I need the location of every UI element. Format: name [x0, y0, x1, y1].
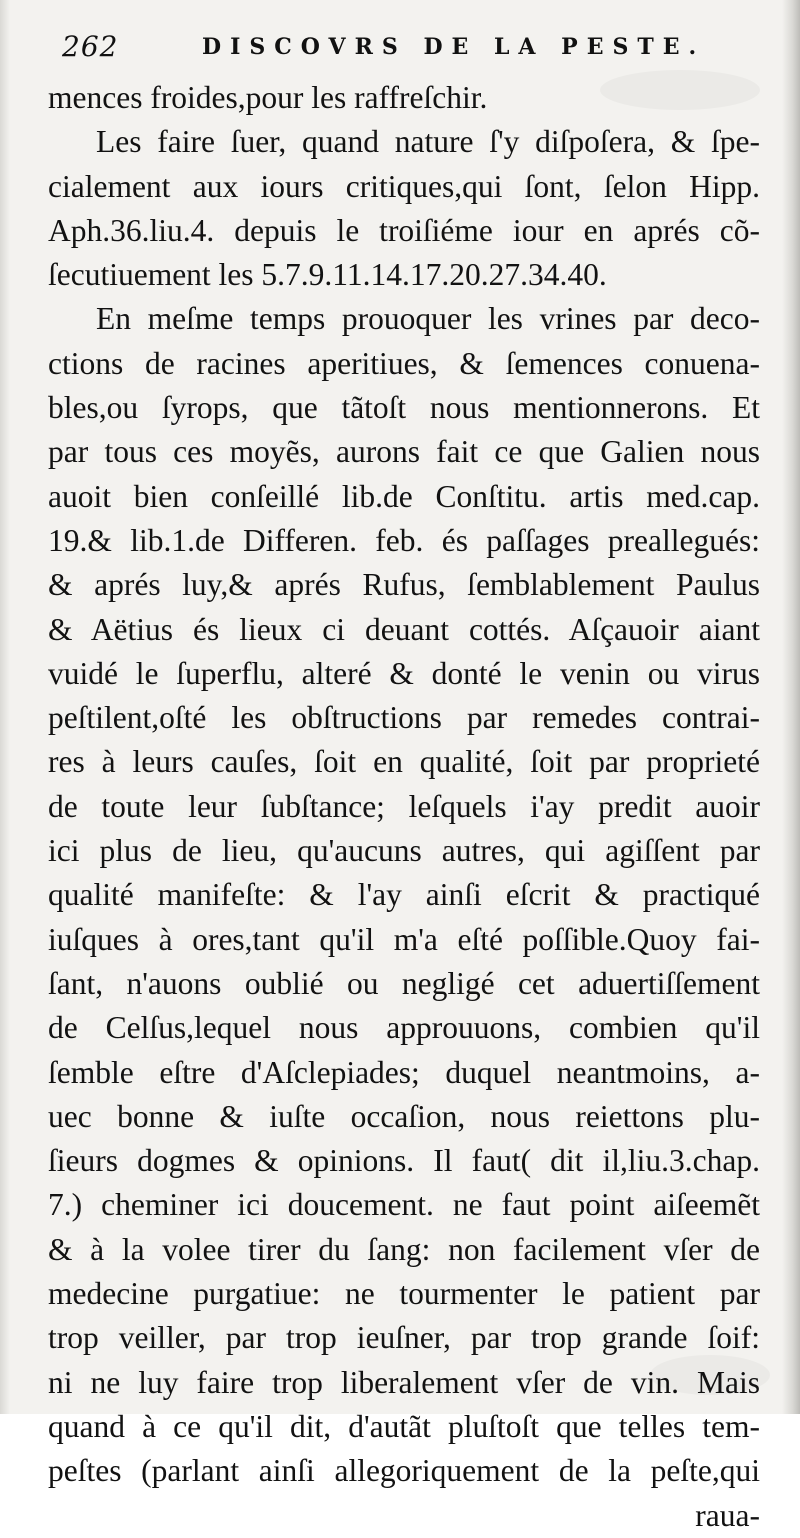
text-line: Aph.36.liu.4. depuis le troiſiéme iour en aprés cõ-	[48, 212, 760, 248]
text-line: quand à ce qu'il dit, d'autãt pluſtoſt que telles tem-	[48, 1408, 760, 1444]
text-line: res à leurs cauſes, ſoit en qualité, ſoit par proprieté	[48, 744, 760, 780]
text-line: ctions de racines aperitiues, & ſemences conuena-	[48, 345, 760, 381]
page-edge-shadow	[782, 0, 800, 1414]
catchword: raua-	[695, 1497, 760, 1533]
text-line: & aprés luy,& aprés Rufus, ſemblablement Paulus	[48, 567, 760, 603]
text-line: uec bonne & iuſte occaſion, nous reiettons plu-	[48, 1098, 760, 1134]
text-line: ſieurs dogmes & opinions. Il faut( dit il,liu.3.chap.	[48, 1143, 760, 1179]
main-text-block	[48, 76, 760, 1538]
text-line: ſemble eſtre d'Aſclepiades; duquel neantmoins, a-	[48, 1054, 760, 1090]
text-line: En meſme temps prouoquer les vrines par deco-	[96, 301, 760, 337]
text-line: & à la volee tirer du ſang: non facilement vſer de	[48, 1231, 760, 1267]
text-line: trop veiller, par trop ieuſner, par trop grande ſoif:	[48, 1320, 760, 1356]
text-line: & Aëtius és lieux ci deuant cottés. Aſçauoir aiant	[48, 611, 760, 647]
text-line: qualité manifeſte: & l'ay ainſi eſcrit & practiqué	[48, 877, 760, 913]
page-header	[62, 30, 752, 66]
page-gutter-shadow	[0, 0, 10, 1414]
text-line: bles,ou ſyrops, que tãtoſt nous mentionnerons. Et	[48, 390, 760, 426]
text-line: medecine purgatiue: ne tourmenter le patient par	[48, 1276, 760, 1312]
text-line: mences froides,pour les raffreſchir.	[48, 80, 488, 115]
text-line: peſtes (parlant ainſi allegoriquement de la peſte,qui	[48, 1453, 760, 1489]
text-line: ici plus de lieu, qu'aucuns autres, qui agiſſent par	[48, 833, 760, 869]
text-line: 19.& lib.1.de Differen. feb. és paſſages preallegués:	[48, 522, 760, 558]
text-line: par tous ces moyẽs, aurons fait ce que Galien nous	[48, 434, 760, 470]
text-line: peſtilent,oſté les obſtructions par remedes contrai-	[48, 700, 760, 736]
text-line: 7.) cheminer ici doucement. ne faut point aiſeemẽt	[48, 1187, 760, 1223]
text-line: de Celſus,lequel nous approuuons, combien qu'il	[48, 1010, 760, 1046]
text-line: ſant, n'auons oublié ou negligé cet aduertiſſement	[48, 965, 760, 1001]
text-line: de toute leur ſubſtance; leſquels i'ay predit auoir	[48, 788, 760, 824]
text-line: auoit bien conſeillé lib.de Conſtitu. artis med.cap.	[48, 478, 760, 514]
text-line: cialement aux iours critiques,qui ſont, ſelon Hipp.	[48, 168, 760, 204]
text-line: Les faire ſuer, quand nature ſ'y diſpoſera, & ſpe-	[96, 124, 760, 160]
text-line: ni ne luy faire trop liberalement vſer de vin. Mais	[48, 1364, 760, 1400]
text-line: ſecutiuement les 5.7.9.11.14.17.20.27.34.40.	[48, 257, 607, 293]
text-line: iuſques à ores,tant qu'il m'a eſté poſſible.Quoy fai-	[48, 921, 760, 957]
text-line: vuidé le ſuperflu, alteré & donté le venin ou virus	[48, 655, 760, 691]
page-number: 262	[62, 30, 119, 63]
running-title: DISCOVRS DE LA PESTE.	[202, 34, 706, 60]
